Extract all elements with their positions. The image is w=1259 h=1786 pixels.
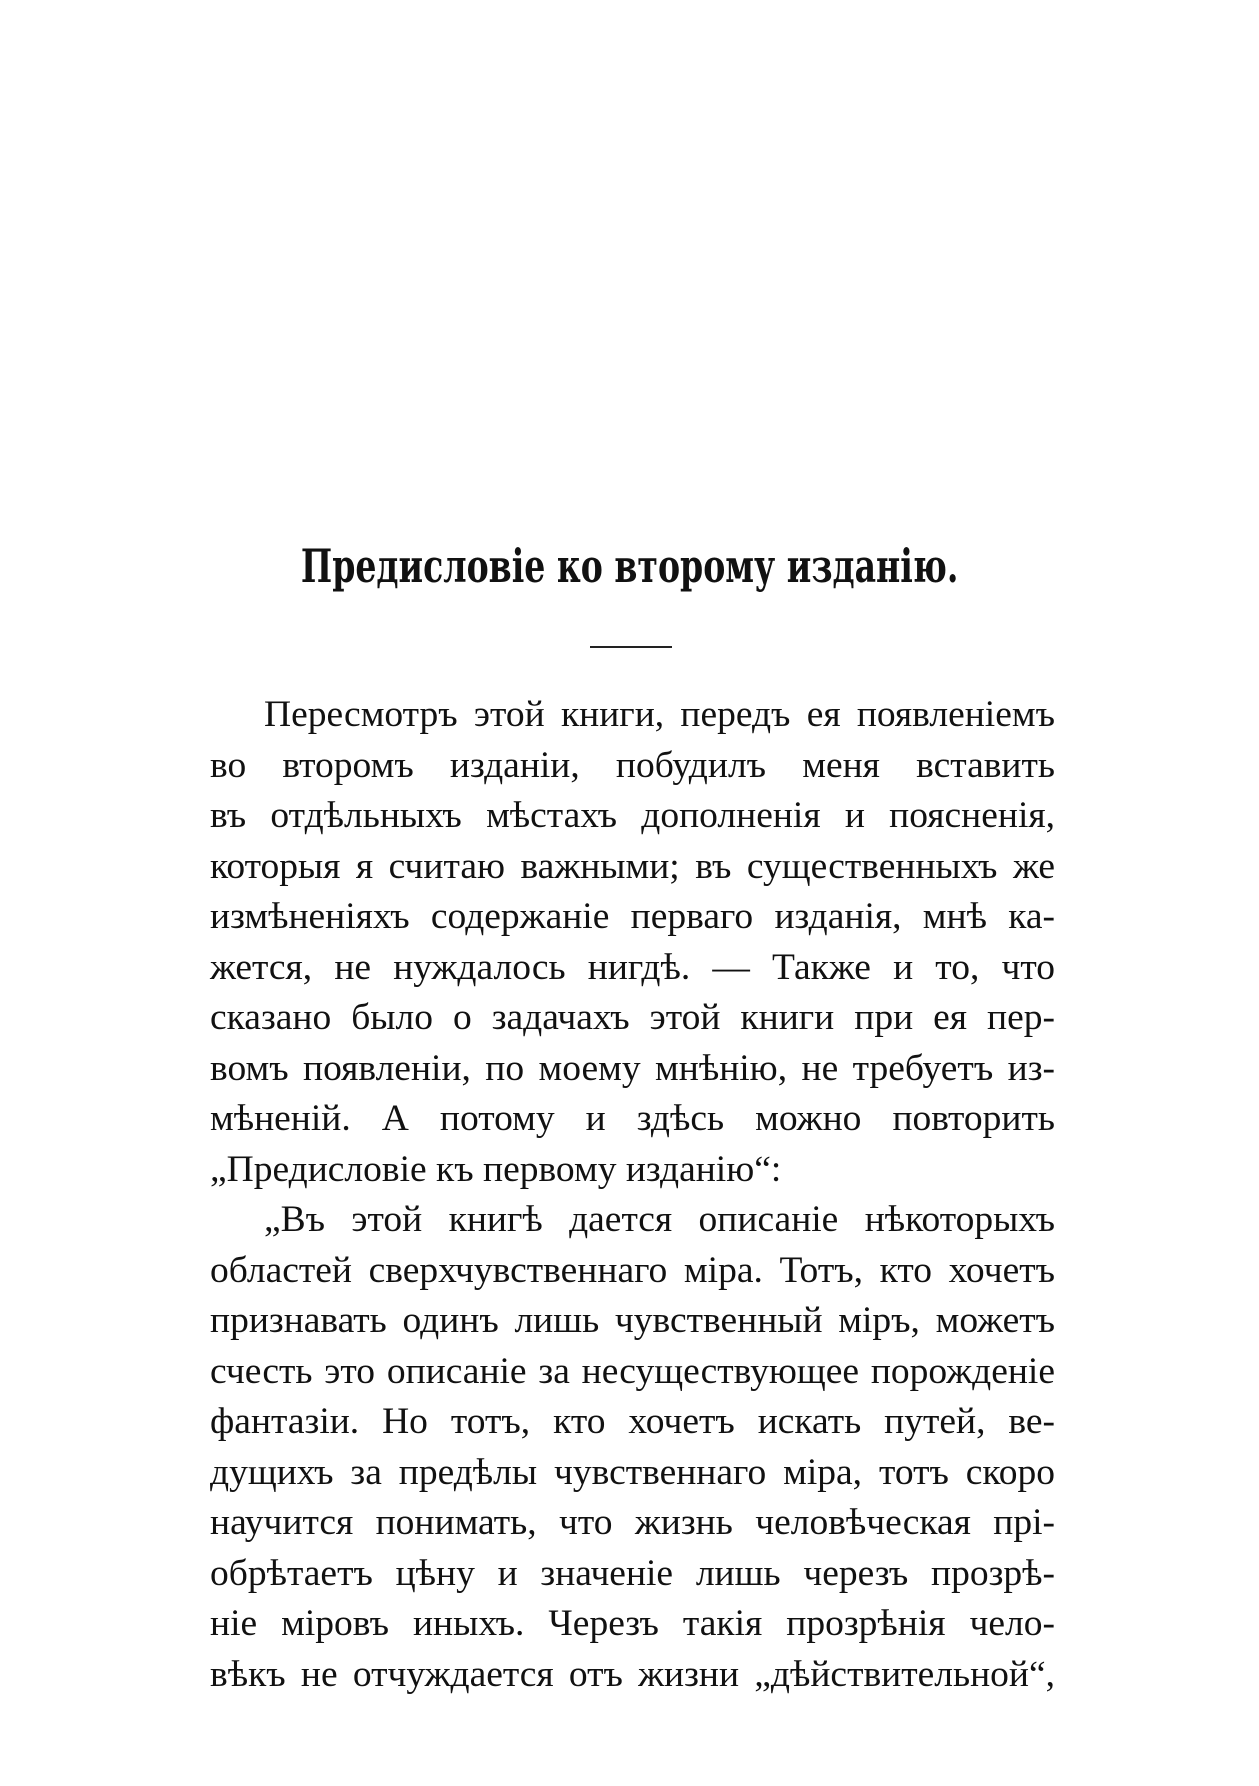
- text-line: признавать одинъ лишь чувственный міръ, можетъ: [210, 1300, 1055, 1341]
- text-line: счесть это описаніе за несуществующее порожденіе: [210, 1350, 1055, 1392]
- text-line: научится понимать, что жизнь человѣческая прі-: [210, 1502, 1055, 1543]
- page-title: Предисловіе ко второму изданію.: [300, 539, 959, 593]
- text-line: ніе міровъ иныхъ. Черезъ такія прозрѣнія чело-: [210, 1603, 1055, 1644]
- text-line: вѣкъ не отчуждается отъ жизни „дѣйствительной“,: [210, 1653, 1055, 1695]
- text-line: обрѣтаетъ цѣну и значеніе лишь черезъ прозрѣ-: [210, 1552, 1055, 1594]
- text-line: вомъ появленіи, по моему мнѣнію, не требуетъ из-: [210, 1047, 1055, 1089]
- text-line: которыя я считаю важными; въ существенныхъ же: [210, 845, 1055, 887]
- text-line: въ отдѣльныхъ мѣстахъ дополненія и поясненія,: [210, 795, 1055, 836]
- text-line: измѣненіяхъ содержаніе перваго изданія, мнѣ ка-: [210, 896, 1055, 937]
- text-line: „Въ этой книгѣ дается описаніе нѣкоторыхъ: [264, 1199, 1055, 1240]
- text-line: Пересмотръ этой книги, передъ ея появленіемъ: [264, 694, 1055, 735]
- text-line: дущихъ за предѣлы чувственнаго міра, тотъ скоро: [210, 1451, 1055, 1493]
- text-line: сказано было о задачахъ этой книги при ея пер-: [210, 997, 1055, 1038]
- title-divider: [590, 646, 672, 648]
- text-line: жется, не нуждалось нигдѣ. — Также и то, что: [210, 946, 1055, 988]
- body-text: [210, 690, 1055, 1700]
- text-line: областей сверхчувственнаго міра. Тотъ, кто хочетъ: [210, 1249, 1055, 1291]
- text-line: „Предисловіе къ первому изданію“:: [210, 1148, 782, 1190]
- text-line: во второмъ изданіи, побудилъ меня вставить: [210, 744, 1055, 786]
- text-line: мѣненій. А потому и здѣсь можно повторить: [210, 1098, 1055, 1139]
- text-line: фантазіи. Но тотъ, кто хочетъ искать путей, ве-: [210, 1401, 1055, 1442]
